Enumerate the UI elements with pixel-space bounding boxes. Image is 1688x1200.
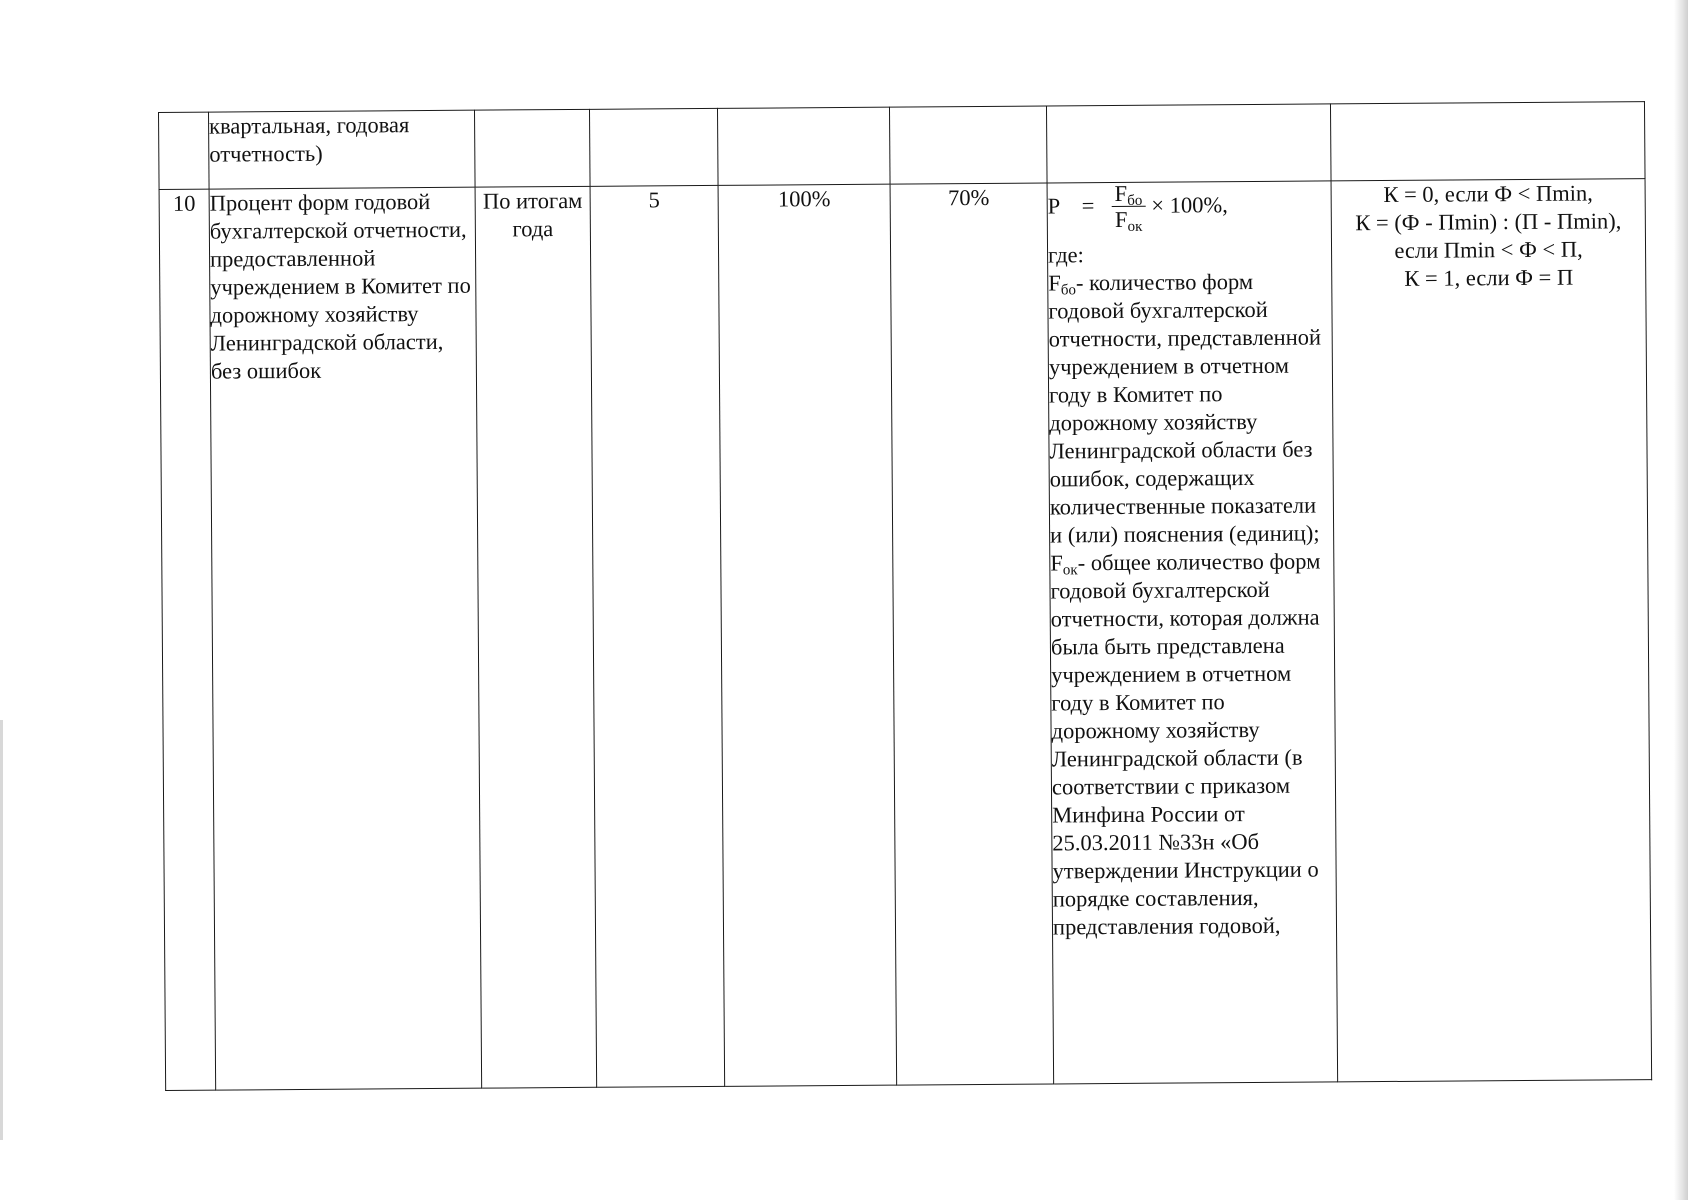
indicator-tail-text: квартальная, годовая отчетность) [209,112,410,167]
cell-rules-empty [1330,102,1645,181]
cell-weight-empty [589,108,718,186]
table-row-10 [159,179,1652,1091]
denominator-base: F [1114,206,1128,232]
min-value: 70% [947,184,990,211]
weight-value: 5 [648,187,660,213]
numerator-base: F [1114,180,1128,206]
formula-where: где: [1047,242,1084,268]
formula-fraction [1112,180,1146,235]
def1-base: F [1048,270,1061,296]
formula [1048,175,1331,235]
plan-value: 100% [777,186,831,212]
table-row-continuation [159,102,1646,190]
period-text: По итогам года [482,187,583,242]
cell-coefficient-rules [1331,179,1652,1082]
cell-period [475,186,597,1088]
coefficient-rule-3: если Пmin < Ф < П, [1394,236,1583,263]
fraction-numerator [1112,180,1146,209]
def1-text: - количество форм годовой бухгалтерской отчетности, представленной учреждением в отчетном году в Комитет по дорожному хозяйству Ленинградской области без ошибок, содержащих количественные показатели и (или) пояснения (единиц); [1048,268,1322,548]
cell-indicator-continuation [209,110,476,189]
cell-min-empty [889,106,1047,184]
cell-number-empty [159,112,210,189]
cell-plan-empty [717,107,890,185]
def1-sub: бо [1060,282,1077,299]
coefficient-rule-4: К = 1, если Ф = П [1404,264,1574,291]
cell-indicator [209,187,482,1090]
row-number: 10 [172,190,196,216]
coefficient-rule-1: К = 0, если Ф < Пmin, [1383,180,1593,208]
cell-formula-empty [1046,104,1331,183]
denominator-sub: ок [1127,218,1143,235]
coefficient-rule-2: К = (Ф - Пmin) : (П - Пmin), [1355,208,1622,236]
def2-text: - общее количество форм годовой бухгалтерской отчетности, которая должна была быть представлена учреждением в отчетном году в Комитет по дорожному хозяйству Ленинградской области (в соответствии с приказом Минфина России от 25.03.2011 №33н «Об утверждении Инструкции о порядке составления, представления годовой, [1050,548,1321,940]
formula-definition-1 [1048,267,1333,549]
fraction-denominator [1112,206,1145,235]
formula-equals: = [1081,193,1095,219]
formula-lhs: P [1047,193,1061,219]
cell-plan-value [718,184,897,1086]
cell-period-empty [474,109,590,187]
def2-base: F [1050,550,1063,576]
cell-weight [590,185,725,1087]
formula-definition-2 [1050,547,1336,941]
scan-left-mark [0,720,3,1140]
indicators-table [158,101,1652,1091]
cell-row-number [159,189,216,1090]
cell-formula [1047,181,1338,1084]
def2-sub: ок [1062,562,1078,579]
indicator-text: Процент форм годовой бухгалтерской отчетности, предоставленной учреждением в Комитет по дорожному хозяйству Ленинградской области, без ошибок [209,189,471,384]
numerator-sub: бо [1127,192,1143,209]
cell-min-value [890,183,1054,1085]
formula-description [1048,239,1336,941]
scan-edge-shadow [1674,0,1688,1200]
formula-tail: × 100%, [1151,192,1228,218]
